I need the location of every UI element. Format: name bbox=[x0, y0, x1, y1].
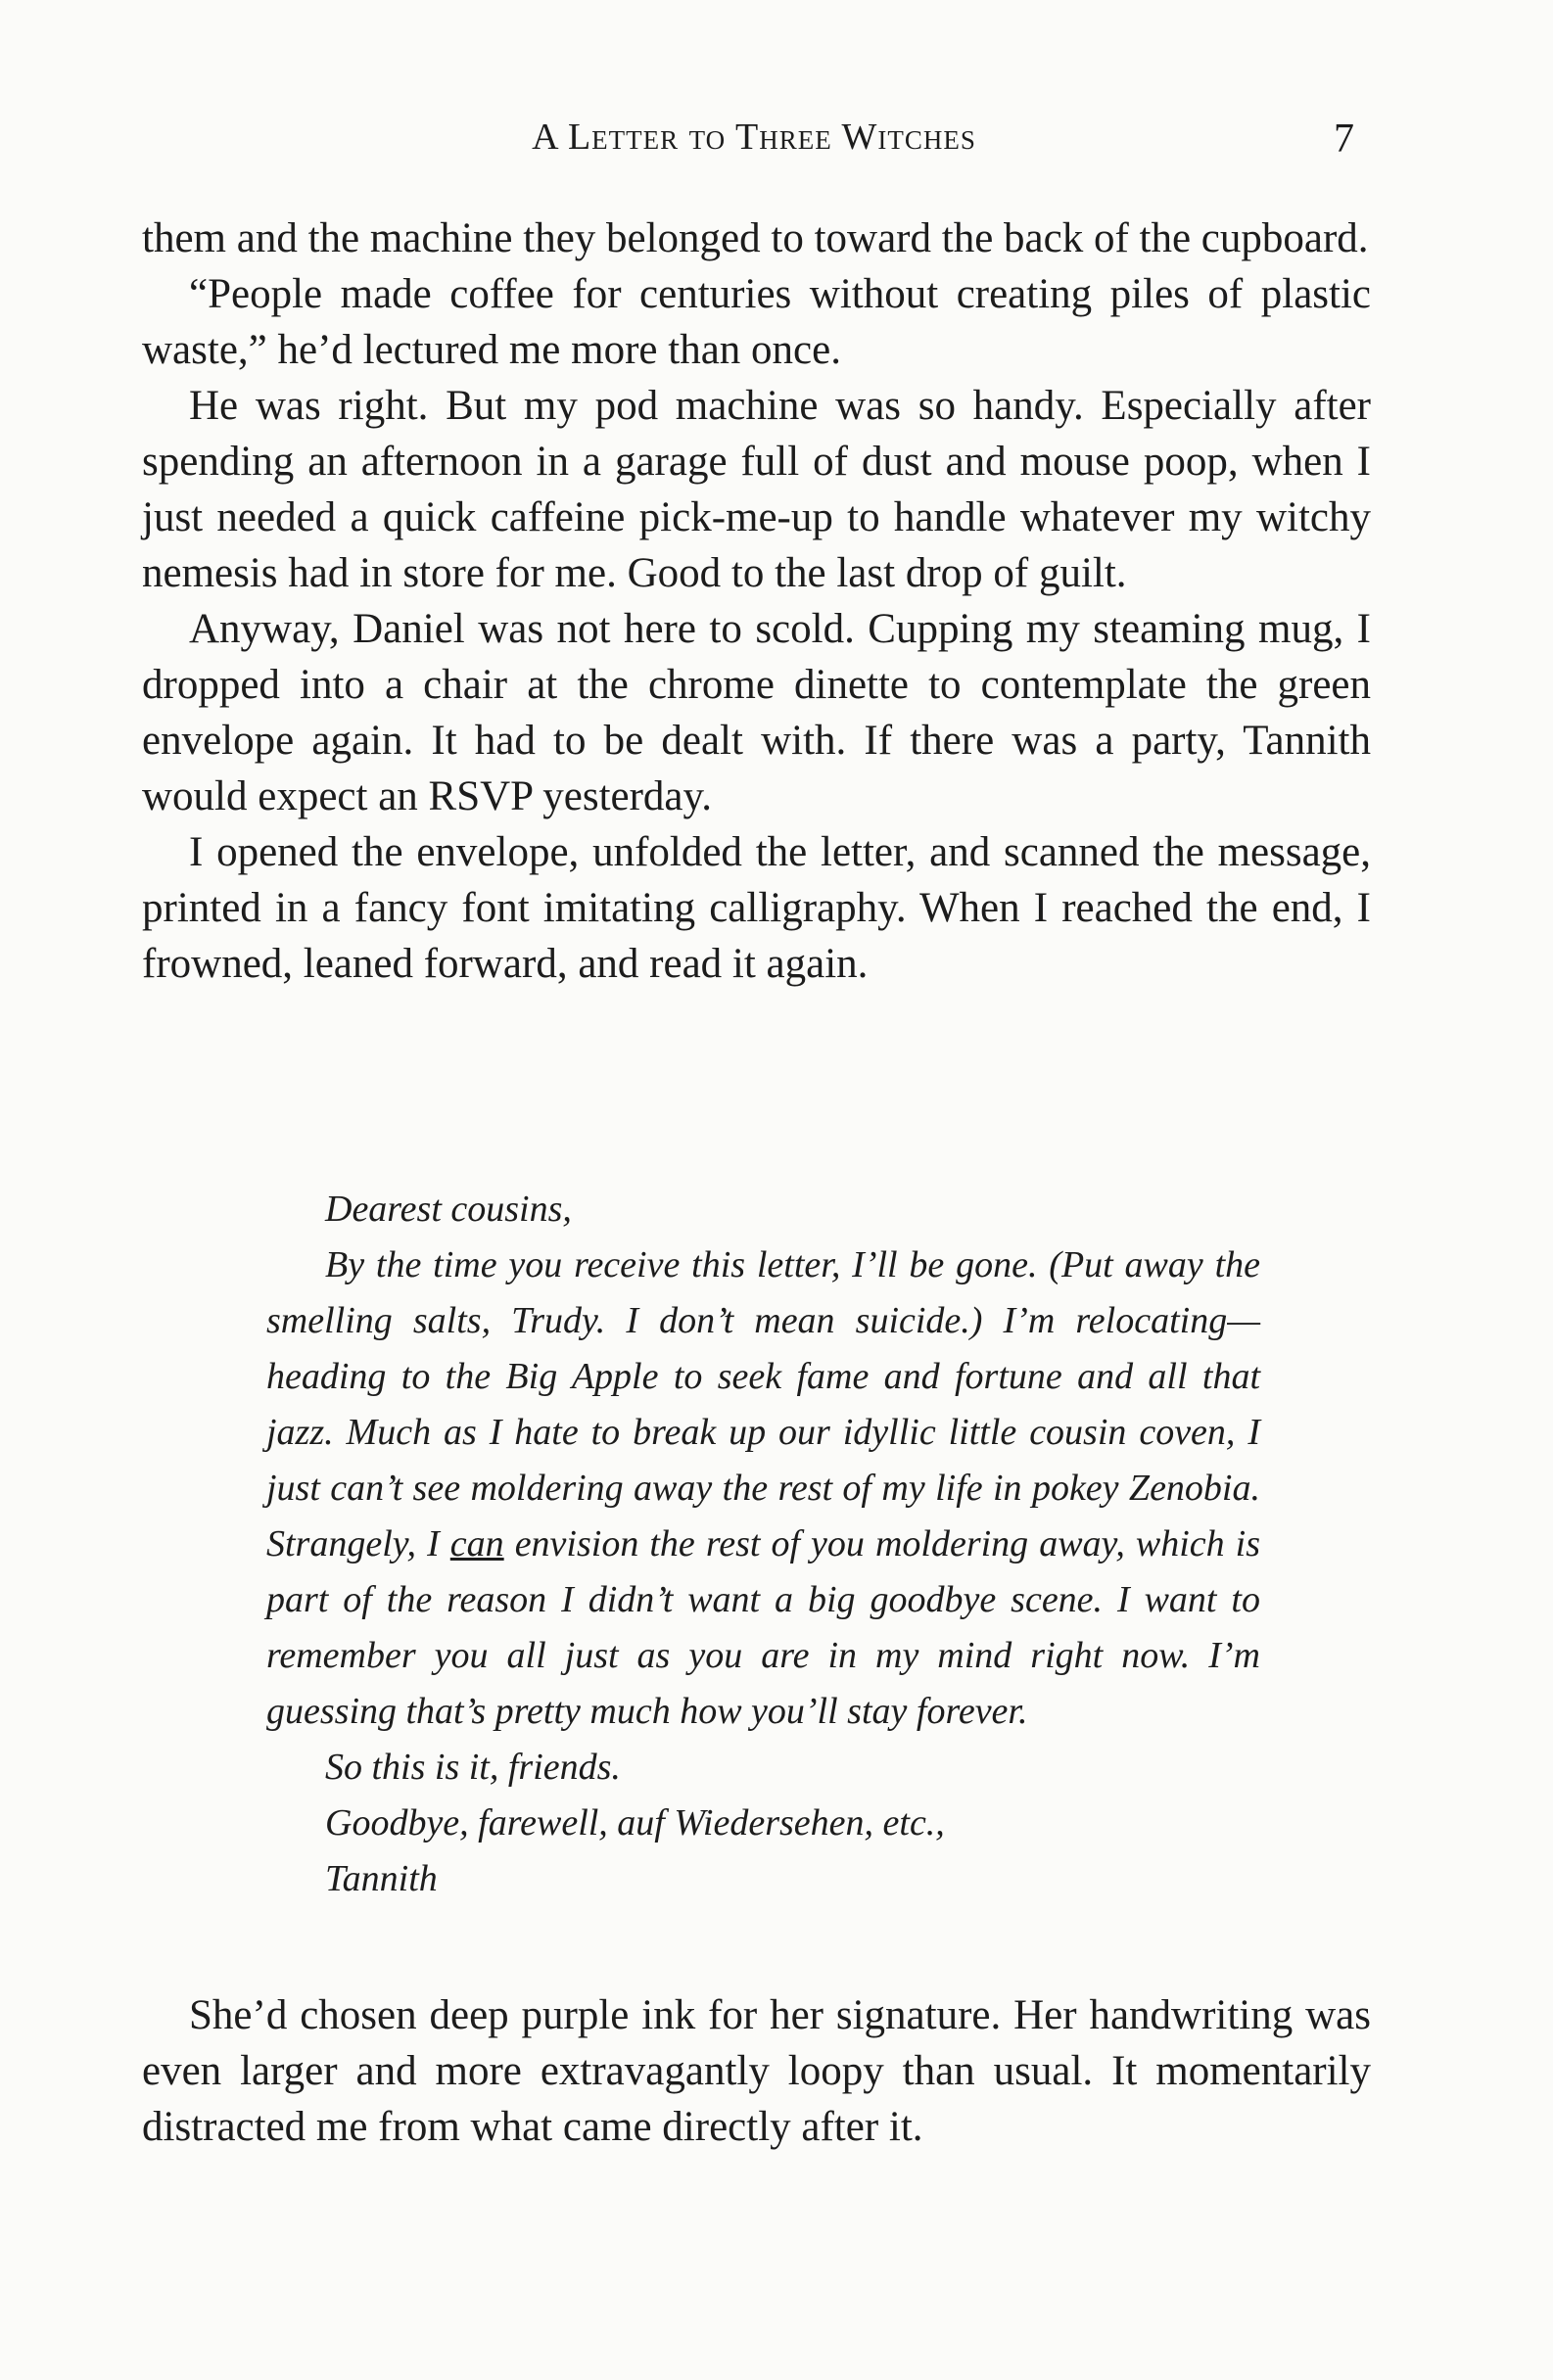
paragraph-4: Anyway, Daniel was not here to scold. Cupping my steaming mug, I dropped into a chair at the chrome dinette to contemplate the green envelope again. It had to be dealt with. If there was a party, Tannith would expect an RSVP yesterday. bbox=[142, 606, 1371, 819]
letter-body-after: envision the rest of you moldering away, which is part of the reason I didn’t want a big goodbye scene. I want to remember you all just as you are in my mind right now. I’m guessing that’s pretty much how you’ll stay forever. bbox=[266, 1523, 1261, 1732]
body-text bbox=[142, 210, 1371, 992]
paragraph-3: He was right. But my pod machine was so handy. Especially after spending an afternoon in a garage full of dust and mouse poop, when I just needed a quick caffeine pick-me-up to handle whatever my witchy nemesis had in store for me. Good to the last drop of guilt. bbox=[142, 383, 1371, 596]
letter-emphasis: can bbox=[449, 1523, 504, 1564]
letter-body-before: By the time you receive this letter, I’ll be gone. (Put away the smelling salts, Trudy. I don’t mean suicide.) I’m relocating—heading to the Big Apple to seek fame and fortune and all that jazz. Much as I hate to break up our idyllic little cousin coven, I just can’t see moldering away the rest of my life in pokey Zenobia. Strangely, I bbox=[266, 1244, 1260, 1564]
paragraph-5: I opened the envelope, unfolded the letter, and scanned the message, printed in a fancy font imitating calligraphy. When I reached the end, I frowned, leaned forward, and read it again. bbox=[142, 829, 1371, 987]
after-letter-text bbox=[142, 1987, 1371, 2155]
letter-signoff: Goodbye, farewell, auf Wiedersehen, etc., bbox=[325, 1802, 945, 1843]
letter-salutation: Dearest cousins, bbox=[325, 1189, 572, 1230]
letter-body bbox=[266, 1237, 1260, 1740]
running-head bbox=[142, 116, 1366, 174]
paragraph-6: She’d chosen deep purple ink for her signature. Her handwriting was even larger and more extravagantly loopy than usual. It momentarily distracted me from what came directly after it. bbox=[142, 1992, 1371, 2150]
letter-signature: Tannith bbox=[325, 1858, 438, 1899]
paragraph-1: them and the machine they belonged to toward the back of the cupboard. bbox=[142, 215, 1369, 261]
paragraph-2: “People made coffee for centuries without creating piles of plastic waste,” he’d lectured me more than once. bbox=[142, 271, 1371, 373]
page-number: 7 bbox=[1334, 117, 1354, 162]
letter-block bbox=[266, 1182, 1260, 1907]
running-title: A Letter to Three Witches bbox=[532, 117, 976, 158]
letter-closing: So this is it, friends. bbox=[325, 1747, 621, 1788]
